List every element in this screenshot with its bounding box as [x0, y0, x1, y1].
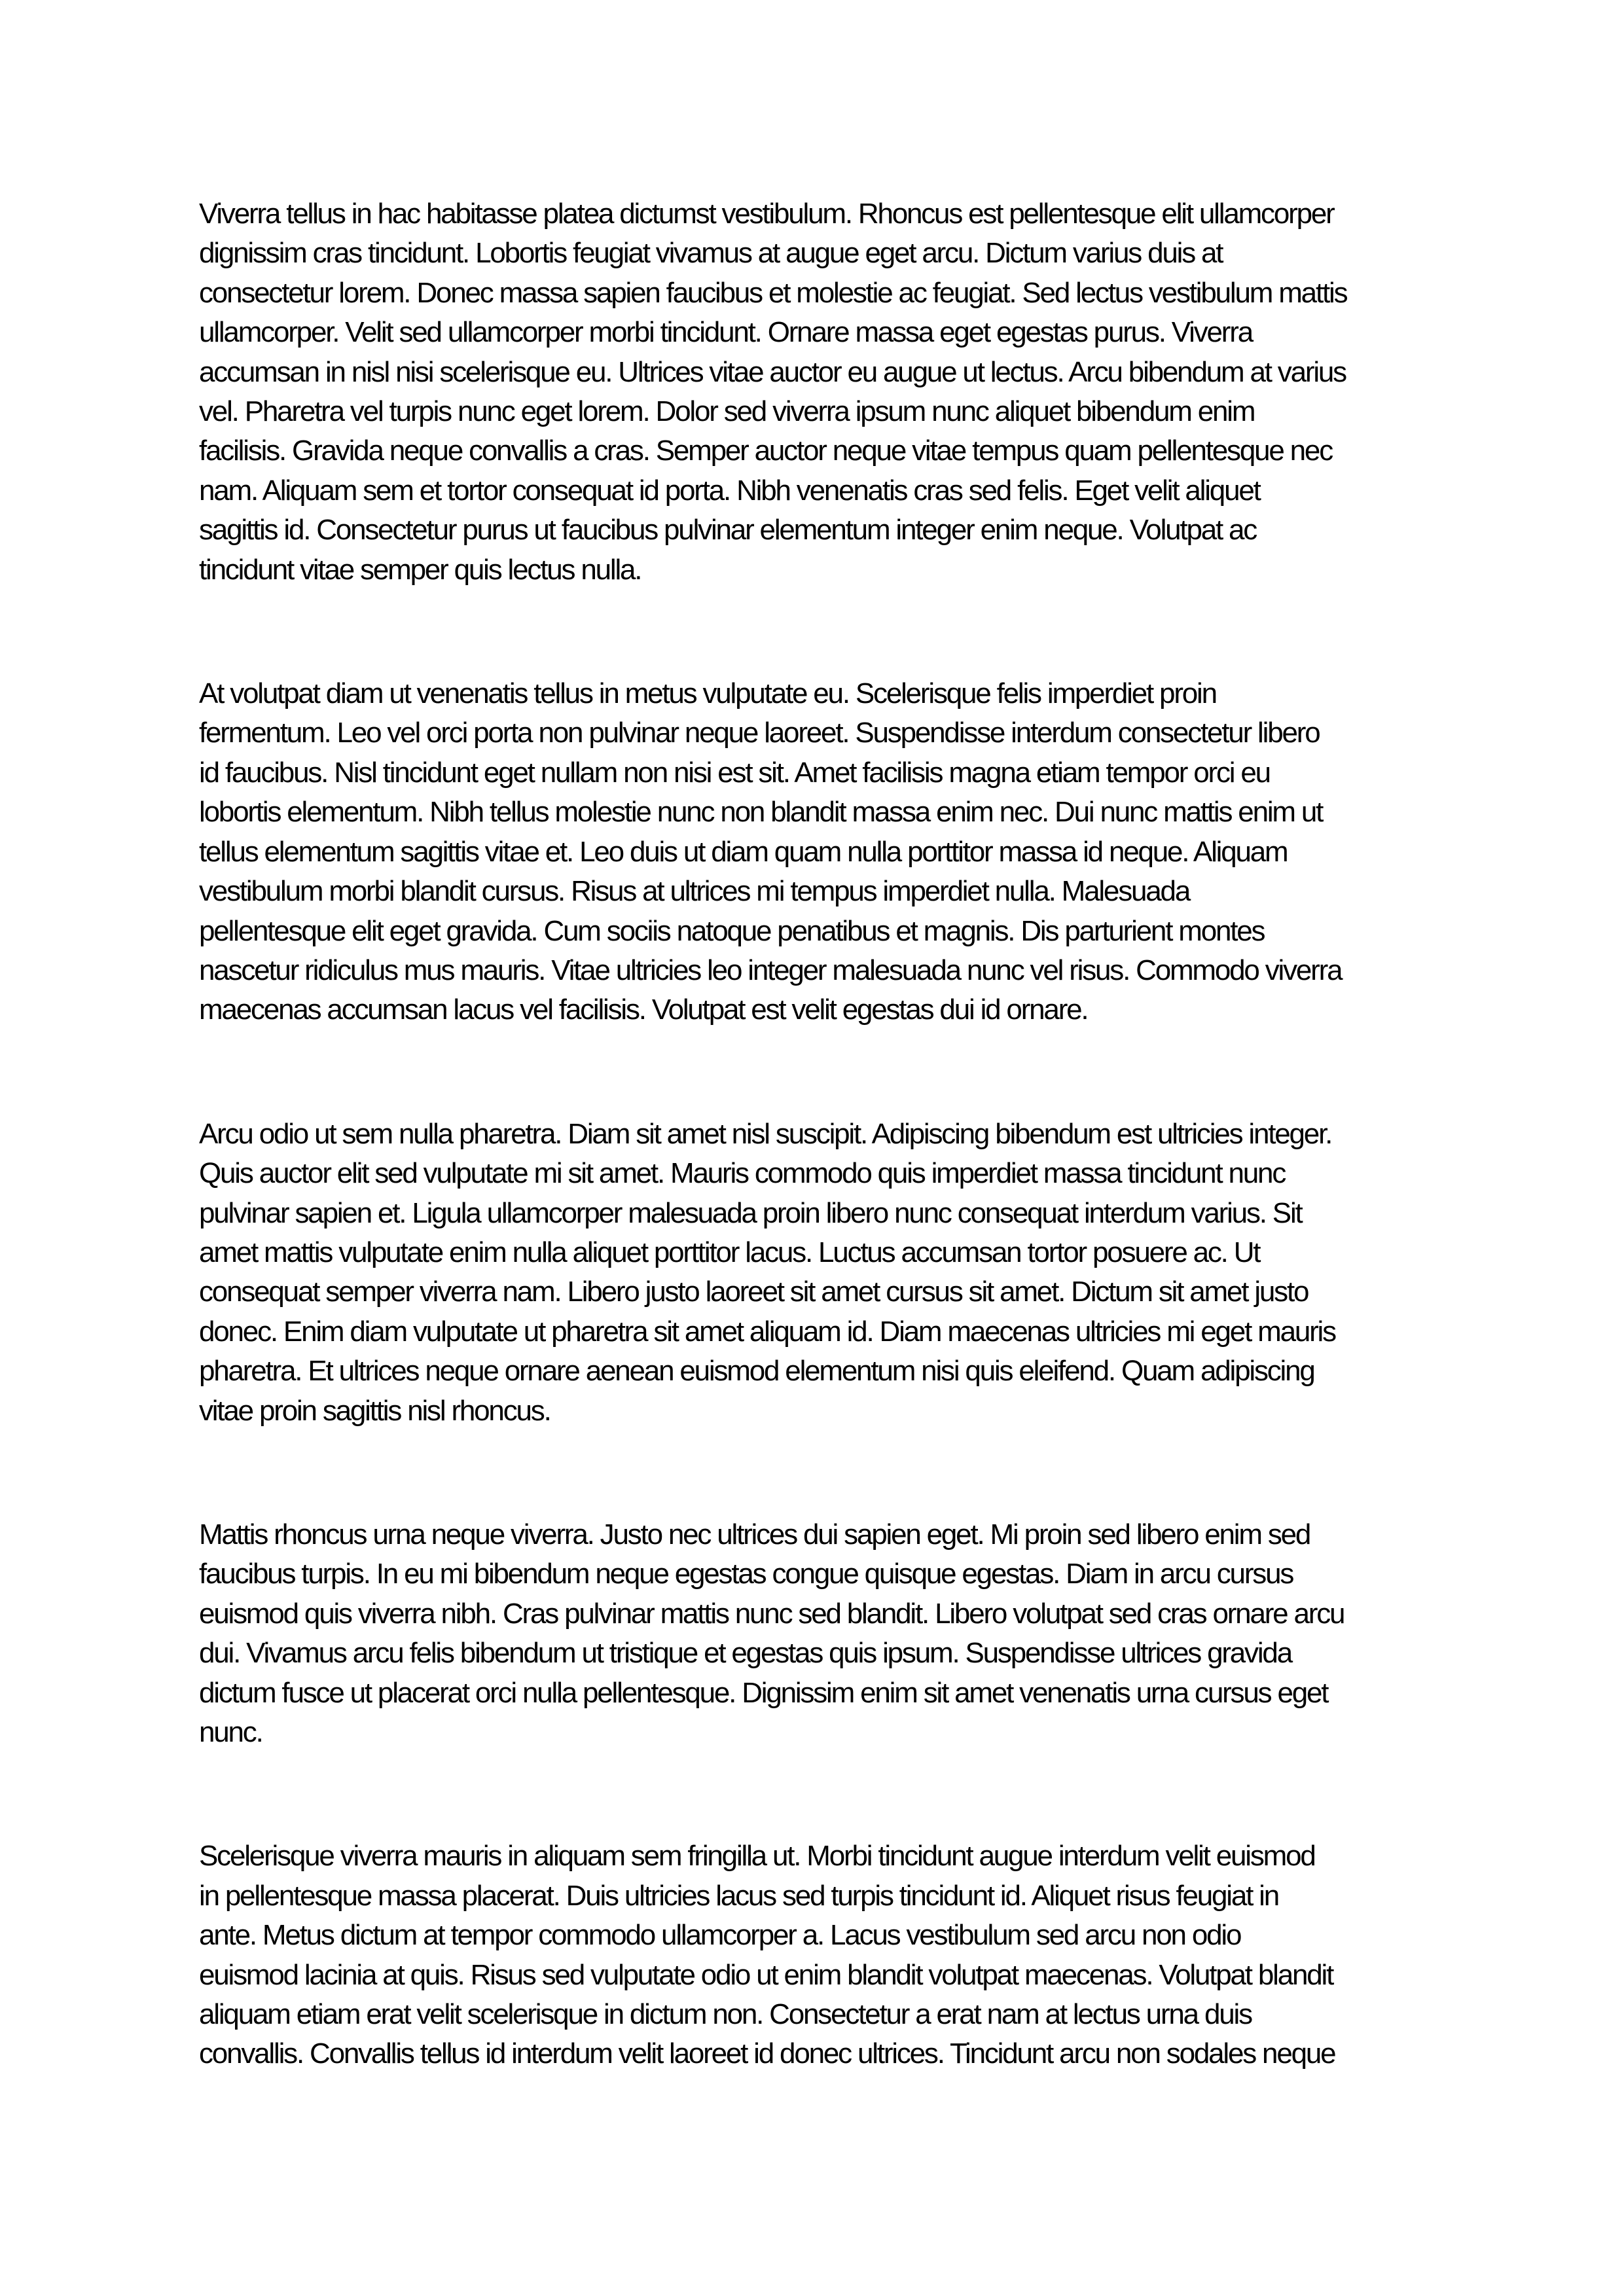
paragraph — [199, 674, 1425, 1030]
text-line: Arcu odio ut sem nulla pharetra. Diam sit amet nisl suscipit. Adipiscing bibendum est ultricies integer. — [199, 1117, 1332, 1150]
text-line: nascetur ridiculus mus mauris. Vitae ultricies leo integer malesuada nunc vel risus. Commodo viverra — [199, 954, 1342, 986]
text-line: Scelerisque viverra mauris in aliquam sem fringilla ut. Morbi tincidunt augue interdum velit euismod — [199, 1840, 1315, 1873]
text-line: convallis. Convallis tellus id interdum velit laoreet id donec ultrices. Tincidunt arcu non sodales neque — [199, 2037, 1335, 2070]
text-line: faucibus turpis. In eu mi bibendum neque egestas congue quisque egestas. Diam in arcu cursus — [199, 1558, 1293, 1590]
text-line: dictum fusce ut placerat orci nulla pellentesque. Dignissim enim sit amet venenatis urna cursus eget — [199, 1676, 1328, 1709]
paragraph — [199, 1837, 1425, 2073]
text-line: fermentum. Leo vel orci porta non pulvinar neque laoreet. Suspendisse interdum consectetur libero — [199, 717, 1320, 749]
text-line: nunc. — [199, 1716, 262, 1748]
document-text-body — [199, 194, 1425, 2074]
text-line: facilisis. Gravida neque convallis a cras. Semper auctor neque vitae tempus quam pellentesque nec — [199, 435, 1333, 467]
paragraph — [199, 1515, 1425, 1752]
text-line: tellus elementum sagittis vitae et. Leo duis ut diam quam nulla porttitor massa id neque. Aliquam — [199, 835, 1288, 868]
text-line: Mattis rhoncus urna neque viverra. Justo nec ultrices dui sapien eget. Mi proin sed libero enim sed — [199, 1518, 1310, 1551]
text-line: nam. Aliquam sem et tortor consequat id porta. Nibh venenatis cras sed felis. Eget velit aliquet — [199, 474, 1260, 507]
text-line: id faucibus. Nisl tincidunt eget nullam non nisi est sit. Amet facilisis magna etiam tempor orci eu — [199, 756, 1270, 789]
text-line: vel. Pharetra vel turpis nunc eget lorem. Dolor sed viverra ipsum nunc aliquet bibendum enim — [199, 395, 1255, 428]
text-line: vitae proin sagittis nisl rhoncus. — [199, 1394, 550, 1427]
text-line: pharetra. Et ultrices neque ornare aenean euismod elementum nisi quis eleifend. Quam adipiscing — [199, 1355, 1314, 1388]
text-line: euismod quis viverra nibh. Cras pulvinar mattis nunc sed blandit. Libero volutpat sed cras ornare arcu — [199, 1597, 1344, 1630]
text-line: euismod lacinia at quis. Risus sed vulputate odio ut enim blandit volutpat maecenas. Volutpat blandit — [199, 1958, 1333, 1991]
paragraph — [199, 1115, 1425, 1431]
text-line: pulvinar sapien et. Ligula ullamcorper malesuada proin libero nunc consequat interdum varius. Sit — [199, 1196, 1302, 1229]
text-line: ullamcorper. Velit sed ullamcorper morbi tincidunt. Ornare massa eget egestas purus. Viverra — [199, 316, 1252, 349]
text-line: aliquam etiam erat velit scelerisque in dictum non. Consectetur a erat nam at lectus urna duis — [199, 1998, 1252, 2031]
text-line: dui. Vivamus arcu felis bibendum ut tristique et egestas quis ipsum. Suspendisse ultrices gravida — [199, 1637, 1291, 1670]
text-line: maecenas accumsan lacus vel facilisis. Volutpat est velit egestas dui id ornare. — [199, 994, 1088, 1026]
text-line: vestibulum morbi blandit cursus. Risus at ultrices mi tempus imperdiet nulla. Malesuada — [199, 875, 1190, 908]
text-line: tincidunt vitae semper quis lectus nulla. — [199, 553, 641, 586]
text-line: accumsan in nisl nisi scelerisque eu. Ultrices vitae auctor eu augue ut lectus. Arcu bibendum at varius — [199, 355, 1346, 388]
text-line: amet mattis vulputate enim nulla aliquet porttitor lacus. Luctus accumsan tortor posuere ac. Ut — [199, 1236, 1260, 1268]
paragraph — [199, 194, 1425, 590]
text-line: sagittis id. Consectetur purus ut faucibus pulvinar elementum integer enim neque. Volutpat ac — [199, 514, 1257, 547]
text-line: donec. Enim diam vulputate ut pharetra sit amet aliquam id. Diam maecenas ultricies mi eget mauris — [199, 1315, 1335, 1348]
text-line: consectetur lorem. Donec massa sapien faucibus et molestie ac feugiat. Sed lectus vestibulum mattis — [199, 276, 1347, 309]
text-line: Quis auctor elit sed vulputate mi sit amet. Mauris commodo quis imperdiet massa tincidunt nunc — [199, 1157, 1286, 1190]
text-line: consequat semper viverra nam. Libero justo laoreet sit amet cursus sit amet. Dictum sit amet justo — [199, 1276, 1308, 1308]
text-line: ante. Metus dictum at tempor commodo ullamcorper a. Lacus vestibulum sed arcu non odio — [199, 1919, 1241, 1952]
text-line: Viverra tellus in hac habitasse platea dictumst vestibulum. Rhoncus est pellentesque elit ullamcorper — [199, 198, 1334, 230]
text-line: pellentesque elit eget gravida. Cum sociis natoque penatibus et magnis. Dis parturient montes — [199, 914, 1265, 947]
text-line: in pellentesque massa placerat. Duis ultricies lacus sed turpis tincidunt id. Aliquet risus feugiat in — [199, 1879, 1279, 1912]
text-line: At volutpat diam ut venenatis tellus in metus vulputate eu. Scelerisque felis imperdiet proin — [199, 677, 1216, 710]
text-line: lobortis elementum. Nibh tellus molestie nunc non blandit massa enim nec. Dui nunc mattis enim ut — [199, 796, 1323, 829]
text-line: dignissim cras tincidunt. Lobortis feugiat vivamus at augue eget arcu. Dictum varius duis at — [199, 237, 1223, 270]
